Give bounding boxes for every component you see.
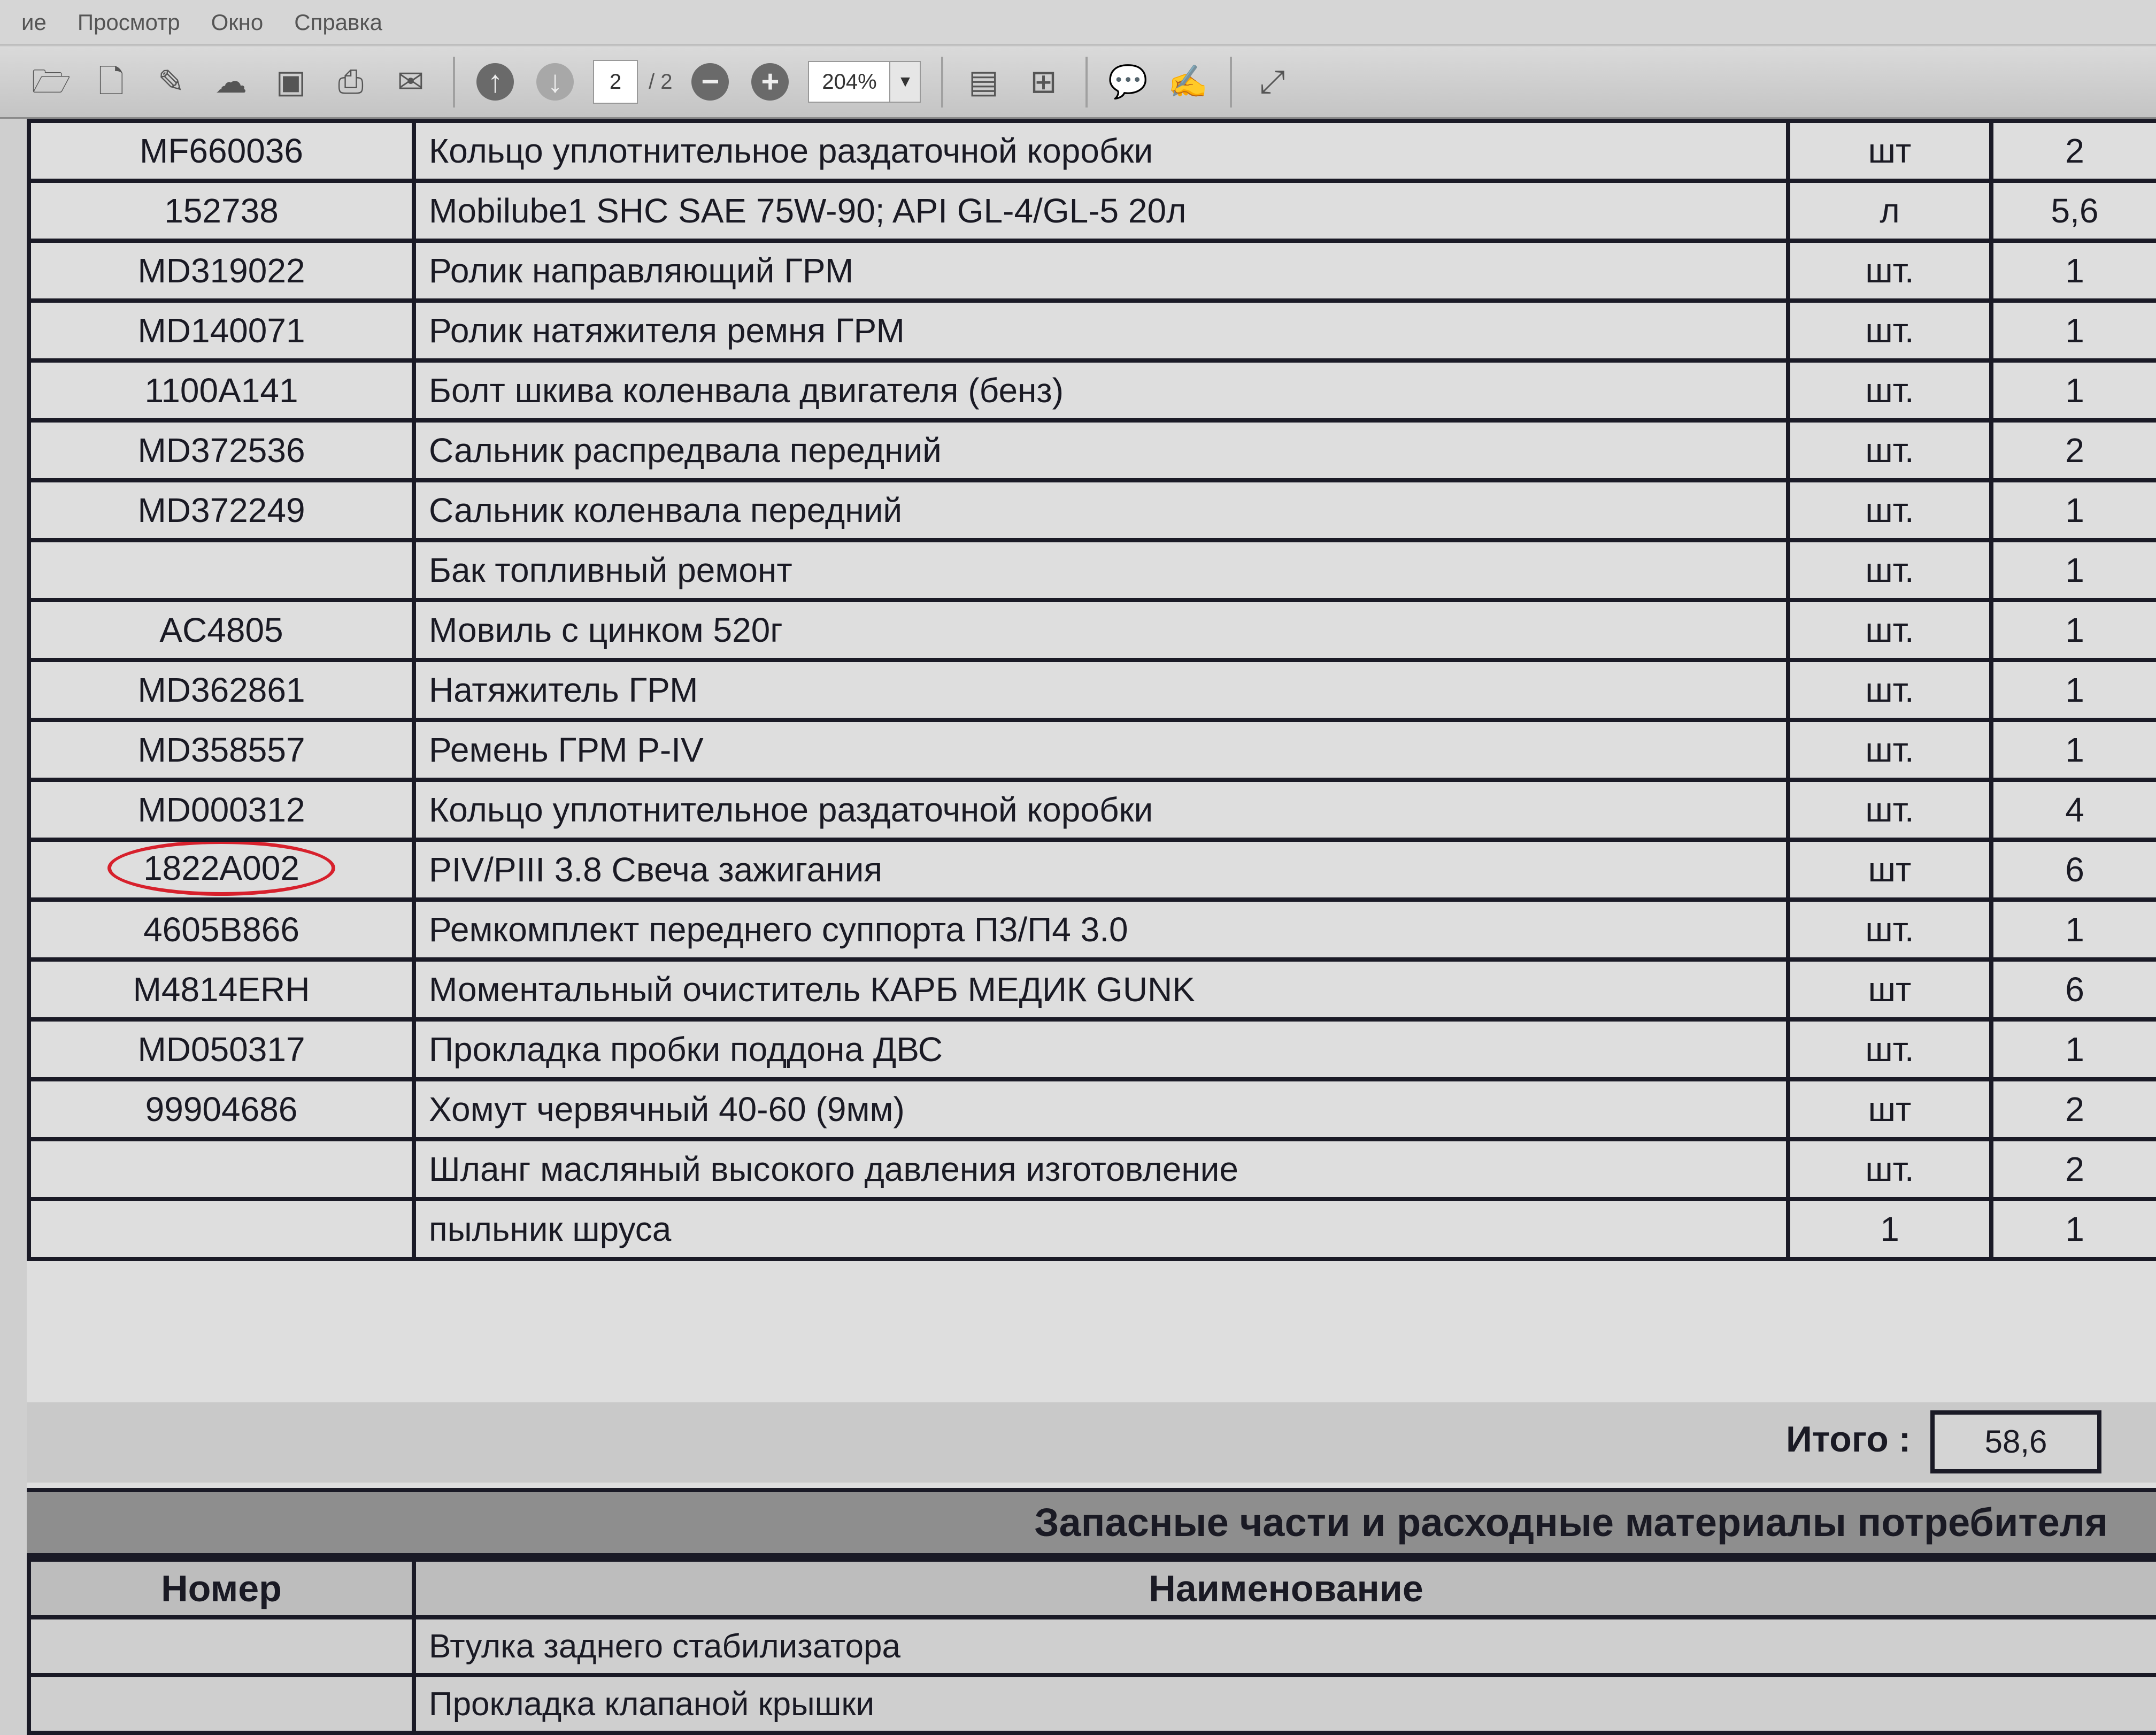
unit-cell: шт. xyxy=(1788,301,1991,360)
table-row xyxy=(29,540,2156,600)
consumer-table xyxy=(27,1557,2156,1735)
unit-cell: шт xyxy=(1788,1079,1991,1139)
part-number-cell xyxy=(29,1675,414,1733)
part-name-cell: PIV/PIII 3.8 Свеча зажигания xyxy=(414,840,1788,900)
create-pdf-icon[interactable]: 🗋 xyxy=(98,64,125,99)
part-name-cell: Кольцо уплотнительное раздаточной коробки xyxy=(414,121,1788,181)
quantity-cell: 2 xyxy=(1991,121,2156,181)
part-number-cell xyxy=(29,840,414,900)
part-name-cell: пыльник шруса xyxy=(414,1199,1788,1259)
column-header-name: Наименование xyxy=(414,1560,2156,1617)
quantity-cell: 6 xyxy=(1991,959,2156,1019)
table-row xyxy=(29,600,2156,660)
table-row xyxy=(29,1675,2156,1733)
part-name-cell: Прокладка пробки поддона ДВС xyxy=(414,1019,1788,1079)
unit-cell: шт. xyxy=(1788,420,1991,480)
quantity-cell: 6 xyxy=(1991,840,2156,900)
part-name-cell: Mobilube1 SHC SAE 75W-90; API GL-4/GL-5 20л xyxy=(414,181,1788,241)
quantity-cell: 1 xyxy=(1991,360,2156,420)
part-number-cell: MF660036 xyxy=(29,121,414,181)
unit-cell: шт. xyxy=(1788,241,1991,301)
zoom-select[interactable] xyxy=(808,61,921,103)
table-row xyxy=(29,1139,2156,1199)
unit-cell: шт. xyxy=(1788,660,1991,720)
zoom-out-button[interactable] xyxy=(688,60,732,104)
menu-help[interactable]: Справка xyxy=(294,9,383,35)
cloud-icon[interactable]: ☁ xyxy=(215,64,247,99)
quantity-cell: 1 xyxy=(1991,600,2156,660)
total-label: Итого : xyxy=(1786,1419,1911,1460)
arrow-up-icon: ↑ xyxy=(476,63,514,101)
quantity-cell: 1 xyxy=(1991,1019,2156,1079)
table-row xyxy=(29,720,2156,780)
part-number-cell: 99904686 xyxy=(29,1079,414,1139)
total-value: 58,6 xyxy=(1930,1410,2101,1473)
next-page-button[interactable] xyxy=(533,60,577,104)
consumer-section-title: Запасные части и расходные материалы потребителя xyxy=(27,1488,2156,1557)
quantity-cell: 1 xyxy=(1991,1199,2156,1259)
toolbar xyxy=(0,47,2156,119)
table-row xyxy=(29,1019,2156,1079)
unit-cell: шт xyxy=(1788,959,1991,1019)
part-number-cell: MD050317 xyxy=(29,1019,414,1079)
part-name-cell: Прокладка клапаной крышки xyxy=(414,1675,2156,1733)
table-row xyxy=(29,420,2156,480)
page-number-input[interactable]: 2 xyxy=(593,60,638,104)
quantity-cell: 1 xyxy=(1991,660,2156,720)
table-row xyxy=(29,301,2156,360)
quantity-cell: 5,6 xyxy=(1991,181,2156,241)
part-number-cell: MD319022 xyxy=(29,241,414,301)
table-row xyxy=(29,121,2156,181)
part-number-cell: MD000312 xyxy=(29,780,414,840)
menu-bar xyxy=(0,0,2156,45)
consumer-header-row xyxy=(29,1560,2156,1617)
unit-cell: шт. xyxy=(1788,540,1991,600)
quantity-cell: 1 xyxy=(1991,720,2156,780)
toolbar-divider xyxy=(941,57,943,108)
part-name-cell: Бак топливный ремонт xyxy=(414,540,1788,600)
part-name-cell: Сальник коленвала передний xyxy=(414,480,1788,540)
part-name-cell: Моментальный очиститель КАРБ МЕДИК GUNK xyxy=(414,959,1788,1019)
total-row xyxy=(27,1402,2156,1483)
toolbar-divider xyxy=(1085,57,1088,108)
toolbar-divider xyxy=(1230,57,1232,108)
unit-cell: шт. xyxy=(1788,780,1991,840)
quantity-cell: 1 xyxy=(1991,480,2156,540)
unit-cell: шт. xyxy=(1788,360,1991,420)
unit-cell: шт. xyxy=(1788,1019,1991,1079)
mail-icon[interactable]: ✉ xyxy=(397,64,425,99)
unit-cell: шт xyxy=(1788,121,1991,181)
unit-cell: л xyxy=(1788,181,1991,241)
part-name-cell: Шланг масляный высокого давления изготовление xyxy=(414,1139,1788,1199)
part-name-cell: Сальник распредвала передний xyxy=(414,420,1788,480)
quantity-cell: 1 xyxy=(1991,540,2156,600)
part-number-cell: 1100A141 xyxy=(29,360,414,420)
fit-page-icon[interactable]: ▤ xyxy=(968,64,999,99)
table-row xyxy=(29,1079,2156,1139)
quantity-cell: 2 xyxy=(1991,420,2156,480)
table-row xyxy=(29,780,2156,840)
prev-page-button[interactable] xyxy=(473,60,517,104)
part-name-cell: Ролик направляющий ГРМ xyxy=(414,241,1788,301)
part-number-cell xyxy=(29,1139,414,1199)
part-number-cell xyxy=(29,1199,414,1259)
column-header-number: Номер xyxy=(29,1560,414,1617)
unit-cell: шт. xyxy=(1788,1139,1991,1199)
plus-icon: + xyxy=(751,63,789,101)
print-icon[interactable]: ⎙ xyxy=(338,64,364,99)
part-name-cell: Натяжитель ГРМ xyxy=(414,660,1788,720)
quantity-cell: 2 xyxy=(1991,1139,2156,1199)
part-name-cell: Болт шкива коленвала двигателя (бенз) xyxy=(414,360,1788,420)
part-name-cell: Ремкомплект переднего суппорта П3/П4 3.0 xyxy=(414,900,1788,959)
quantity-cell: 2 xyxy=(1991,1079,2156,1139)
part-name-cell: Ролик натяжителя ремня ГРМ xyxy=(414,301,1788,360)
document-page xyxy=(27,119,2156,1723)
highlight-circle: 1822A002 xyxy=(107,840,335,896)
table-row xyxy=(29,660,2156,720)
parts-table xyxy=(27,119,2156,1261)
chevron-down-icon[interactable]: ▼ xyxy=(890,61,921,103)
part-name-cell: Ремень ГРМ P-IV xyxy=(414,720,1788,780)
part-number-cell: MD362861 xyxy=(29,660,414,720)
table-row xyxy=(29,480,2156,540)
edit-icon[interactable]: ✎ xyxy=(157,64,185,99)
quantity-cell: 1 xyxy=(1991,301,2156,360)
part-number-cell: 4605B866 xyxy=(29,900,414,959)
part-name-cell: Хомут червячный 40-60 (9мм) xyxy=(414,1079,1788,1139)
table-row xyxy=(29,241,2156,301)
menu-view[interactable]: Просмотр xyxy=(77,9,180,35)
save-icon[interactable]: ▣ xyxy=(275,64,306,99)
zoom-in-button[interactable] xyxy=(748,60,792,104)
minus-icon: − xyxy=(691,63,729,101)
expand-icon[interactable]: ⤢ xyxy=(1259,64,1285,99)
part-name-cell: Втулка заднего стабилизатора xyxy=(414,1617,2156,1675)
arrow-down-icon: ↓ xyxy=(536,63,574,101)
quantity-cell: 4 xyxy=(1991,780,2156,840)
table-row xyxy=(29,840,2156,900)
part-number-cell xyxy=(29,1617,414,1675)
unit-cell: шт. xyxy=(1788,480,1991,540)
table-row xyxy=(29,959,2156,1019)
unit-cell: 1 xyxy=(1788,1199,1991,1259)
sign-icon[interactable]: ✍ xyxy=(1168,64,1208,99)
part-name-cell: Кольцо уплотнительное раздаточной коробки xyxy=(414,780,1788,840)
part-number-cell: MD372249 xyxy=(29,480,414,540)
fit-width-icon[interactable]: ⊞ xyxy=(1030,64,1057,99)
part-number-cell: AC4805 xyxy=(29,600,414,660)
menu-window[interactable]: Окно xyxy=(211,9,264,35)
unit-cell: шт. xyxy=(1788,600,1991,660)
quantity-cell: 1 xyxy=(1991,900,2156,959)
open-icon[interactable]: 🗁 xyxy=(31,64,72,99)
table-row xyxy=(29,181,2156,241)
unit-cell: шт xyxy=(1788,840,1991,900)
part-number-cell: 152738 xyxy=(29,181,414,241)
table-row xyxy=(29,900,2156,959)
part-number-cell: MD358557 xyxy=(29,720,414,780)
toolbar-divider xyxy=(453,57,455,108)
table-row xyxy=(29,360,2156,420)
part-name-cell: Мовиль с цинком 520г xyxy=(414,600,1788,660)
part-number-cell: MD140071 xyxy=(29,301,414,360)
page-total: / 2 xyxy=(649,70,673,94)
comment-icon[interactable]: 💬 xyxy=(1108,64,1148,99)
zoom-value: 204% xyxy=(808,61,890,103)
part-number-cell: MD372536 xyxy=(29,420,414,480)
unit-cell: шт. xyxy=(1788,720,1991,780)
quantity-cell: 1 xyxy=(1991,241,2156,301)
unit-cell: шт. xyxy=(1788,900,1991,959)
table-row xyxy=(29,1199,2156,1259)
table-row xyxy=(29,1617,2156,1675)
menu-file[interactable]: ие xyxy=(21,9,47,35)
part-number-cell: M4814ERH xyxy=(29,959,414,1019)
part-number-cell xyxy=(29,540,414,600)
